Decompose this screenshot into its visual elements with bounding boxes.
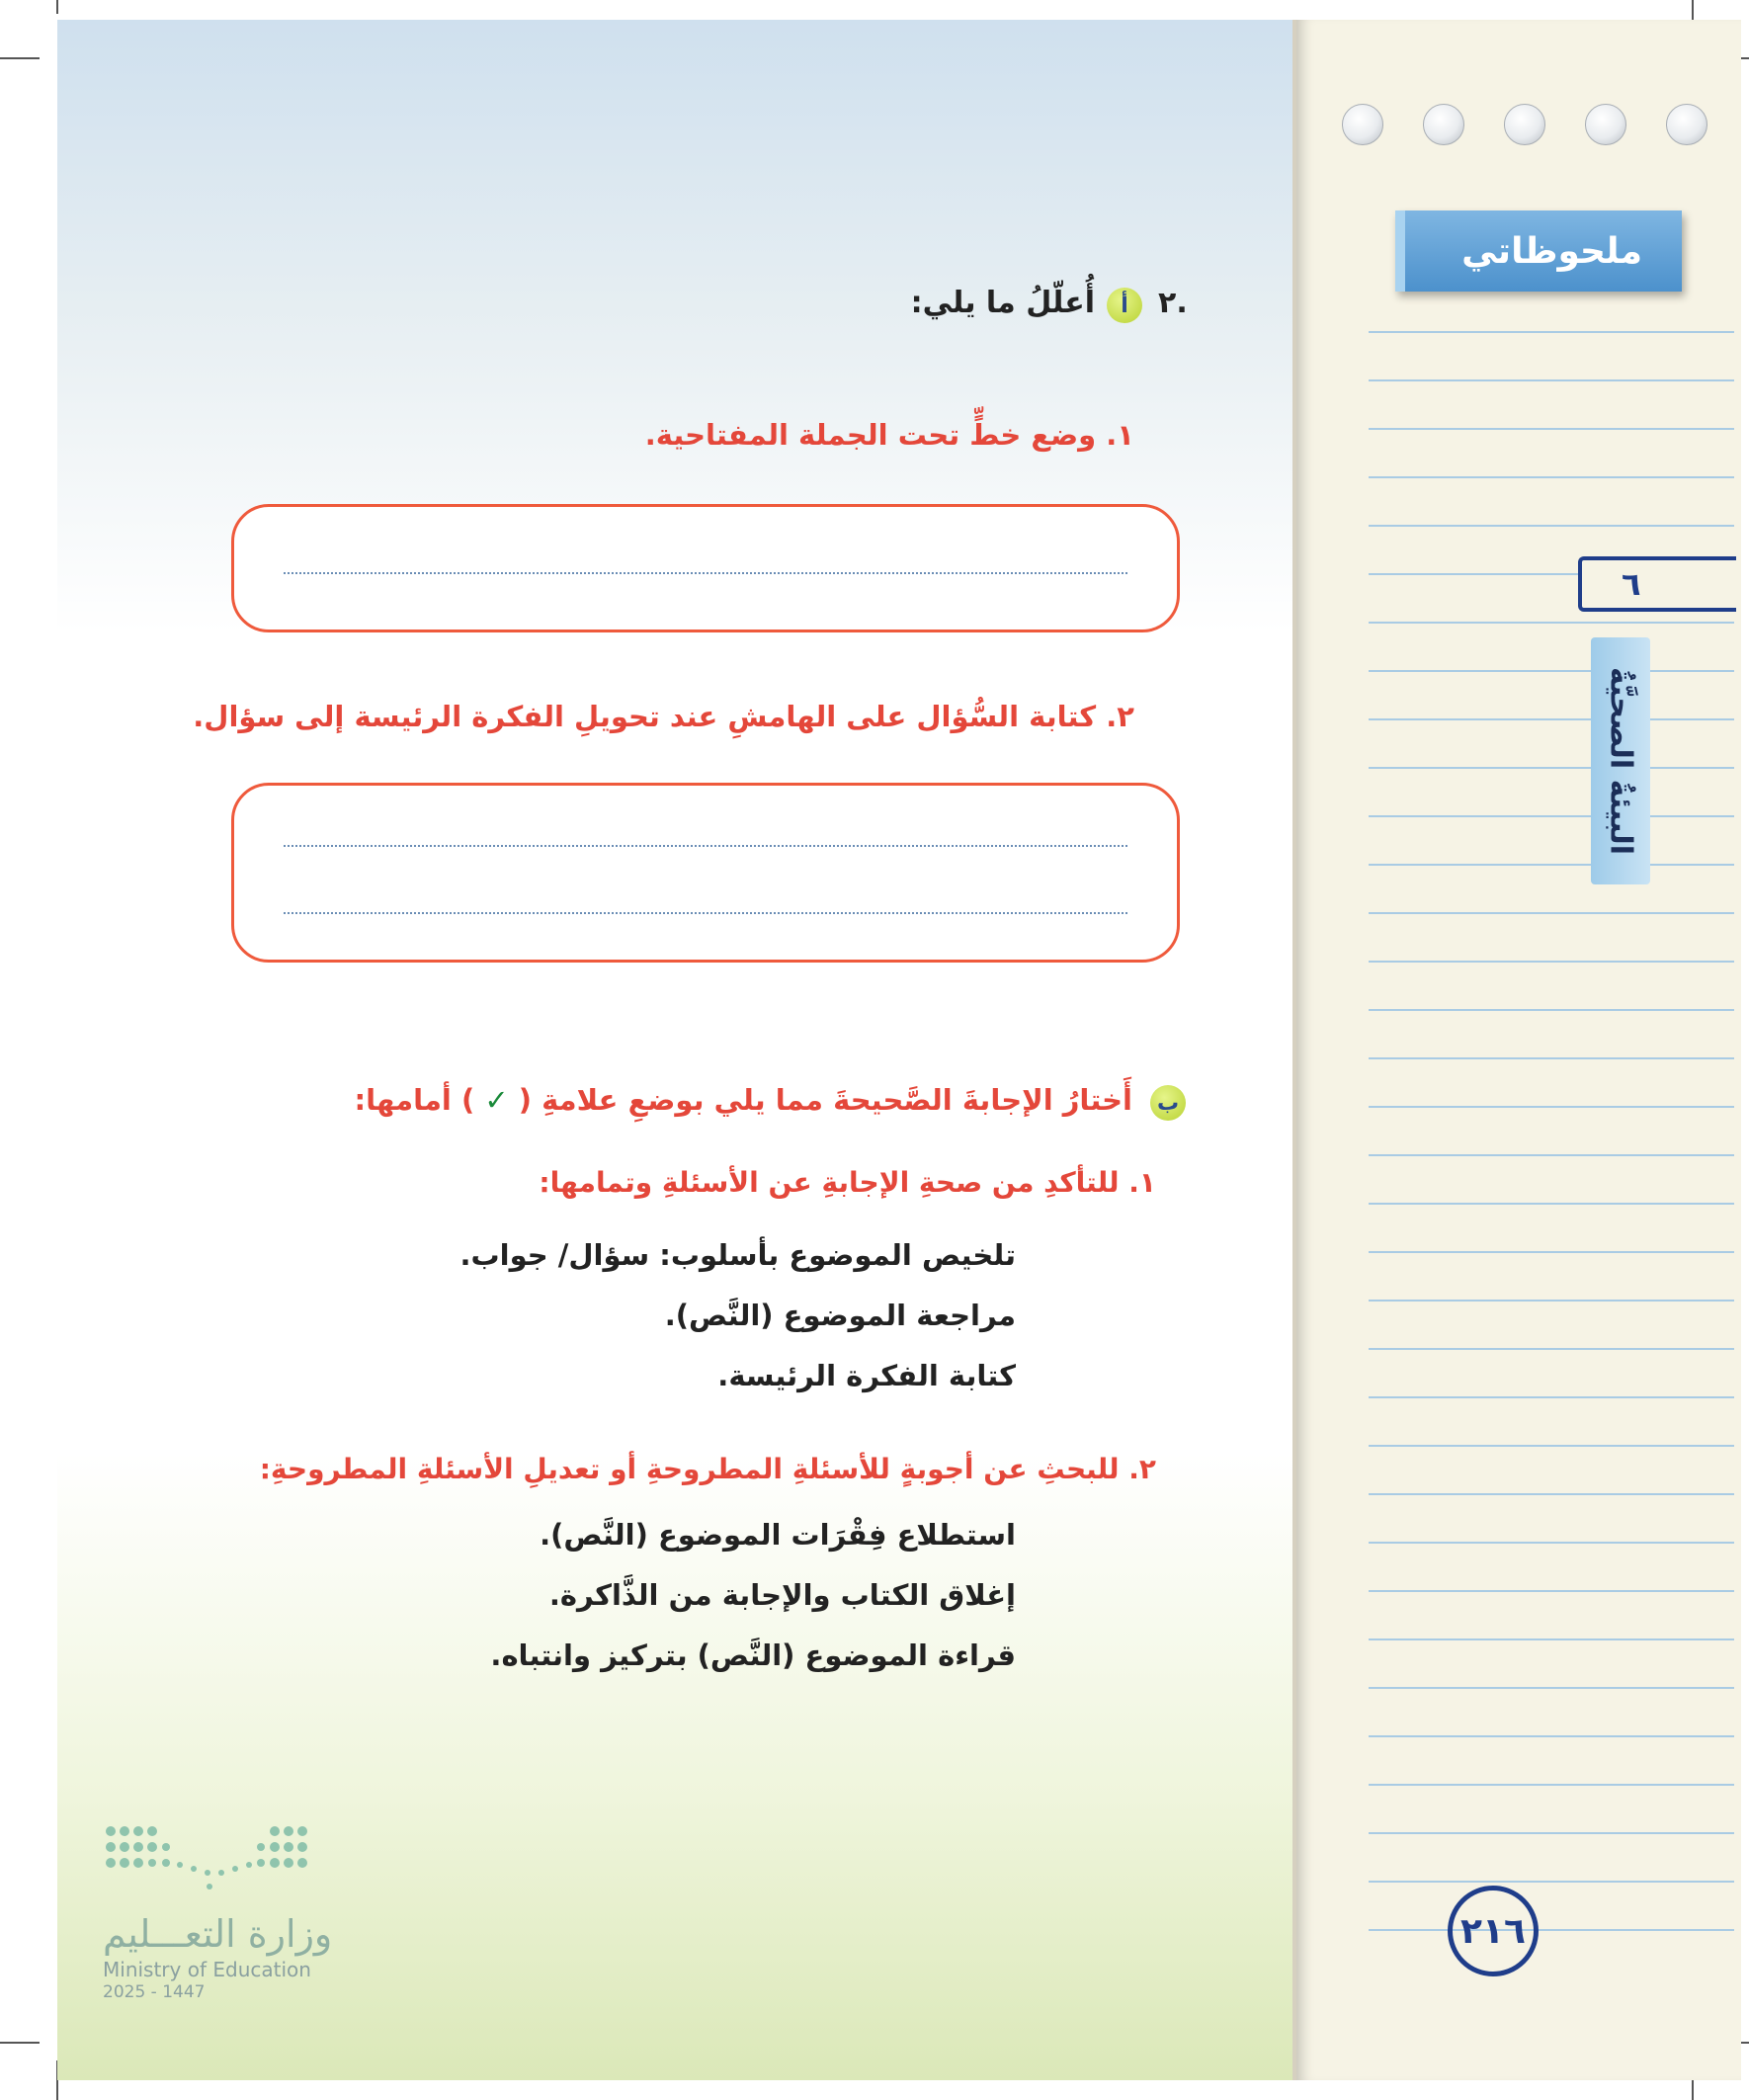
answer-box-1[interactable] — [231, 504, 1180, 632]
binder-hole — [1504, 104, 1545, 145]
crop-mark — [0, 57, 40, 59]
notes-line — [1369, 1687, 1734, 1689]
notes-line — [1369, 864, 1734, 866]
answer-line[interactable] — [284, 912, 1127, 914]
binder-hole — [1585, 104, 1626, 145]
answer-box-2[interactable] — [231, 783, 1180, 963]
notes-line — [1369, 331, 1734, 333]
notes-line — [1369, 525, 1734, 527]
page-number: ٢١٦ — [1448, 1886, 1539, 1976]
notes-line — [1369, 1929, 1734, 1931]
notes-line — [1369, 1300, 1734, 1302]
crop-mark — [56, 0, 58, 14]
notes-line — [1369, 815, 1734, 817]
binder-hole — [1423, 104, 1464, 145]
notes-line — [1369, 428, 1734, 430]
notes-title — [1395, 210, 1682, 292]
option-item[interactable]: كتابة الفكرة الرئيسة. — [717, 1359, 1016, 1392]
option-item[interactable]: إغلاق الكتاب والإجابة من الذَّاكرة. — [548, 1578, 1016, 1612]
notes-line — [1369, 476, 1734, 478]
part-b-badge: ب — [1150, 1085, 1186, 1121]
option-item[interactable]: قراءة الموضوع (النَّص) بتركيز وانتباه. — [490, 1638, 1016, 1672]
unit-name: البيئةُ الصحيَّةُ — [1603, 666, 1638, 856]
part-b-sub-1-label: ١. للتأكدِ من صحةِ الإجابةِ عن الأسئلةِ وتمامها: — [539, 1166, 1156, 1199]
notes-line — [1369, 1251, 1734, 1253]
part-b-heading-end: ) أمامها: — [354, 1083, 475, 1117]
unit-number-tab — [1578, 556, 1736, 612]
part-a-heading: أُعلّلُ ما يلي: — [910, 286, 1095, 320]
notes-column — [1292, 20, 1741, 2080]
check-mark-icon: ✓ — [484, 1083, 509, 1117]
notes-line — [1369, 1881, 1734, 1883]
part-a-badge: أ — [1107, 288, 1142, 323]
option-item[interactable]: مراجعة الموضوع (النَّص). — [664, 1299, 1016, 1332]
notes-line — [1369, 379, 1734, 381]
notes-line — [1369, 767, 1734, 769]
notes-line — [1369, 1590, 1734, 1592]
notes-line — [1369, 1009, 1734, 1011]
answer-line[interactable] — [284, 845, 1127, 847]
notes-line — [1369, 1106, 1734, 1108]
notes-line — [1369, 718, 1734, 720]
notes-title-text: ملحوظاتي — [1461, 230, 1642, 272]
notes-line — [1369, 1638, 1734, 1640]
unit-number: ٦ — [1622, 565, 1641, 603]
notes-line — [1369, 912, 1734, 914]
ministry-name-english: Ministry of Education — [103, 1958, 311, 1981]
answer-line[interactable] — [284, 572, 1127, 574]
ministry-name-arabic: وزارة التعـــليم — [103, 1912, 333, 1956]
part-a-item-1: ١. وضع خطٍّ تحت الجملة المفتاحية. — [644, 418, 1134, 452]
notes-line — [1369, 1154, 1734, 1156]
notes-line — [1369, 1203, 1734, 1205]
notes-line — [1369, 670, 1734, 672]
notes-line — [1369, 1735, 1734, 1737]
notes-line — [1369, 1348, 1734, 1350]
part-b-heading — [354, 1083, 1132, 1117]
option-item[interactable]: تلخيص الموضوع بأسلوب: سؤال/ جواب. — [459, 1238, 1016, 1272]
notes-line — [1369, 961, 1734, 963]
notes-line — [1369, 1784, 1734, 1786]
notes-line — [1369, 1057, 1734, 1059]
part-b-sub-2-label: ٢. للبحثِ عن أجوبةٍ للأسئلةِ المطروحةِ أو تعديلِ الأسئلةِ المطروحةِ: — [259, 1453, 1156, 1485]
binder-hole — [1342, 104, 1383, 145]
ministry-year: 2025 - 1447 — [103, 1982, 206, 2002]
notes-line — [1369, 1493, 1734, 1495]
question-number: ٢. — [1158, 286, 1188, 320]
ministry-logo-icon — [103, 1821, 320, 1895]
part-b-heading-start: أَختارُ الإجابةَ الصَّحيحةَ مما يلي بوضعِ علامةِ ( — [518, 1083, 1132, 1117]
worksheet-page — [57, 20, 1292, 2080]
option-item[interactable]: استطلاع فِقْرَات الموضوع (النَّص). — [540, 1518, 1016, 1552]
part-a-item-2: ٢. كتابة السُّؤال على الهامشِ عند تحويلِ الفكرة الرئيسة إلى سؤال. — [193, 700, 1134, 733]
notes-line — [1369, 1832, 1734, 1834]
unit-name-tab — [1591, 637, 1650, 884]
notes-line — [1369, 1396, 1734, 1398]
crop-mark — [0, 2042, 40, 2044]
notes-line — [1369, 1542, 1734, 1544]
notes-line — [1369, 1445, 1734, 1447]
notes-line — [1369, 622, 1734, 624]
binder-hole — [1666, 104, 1707, 145]
